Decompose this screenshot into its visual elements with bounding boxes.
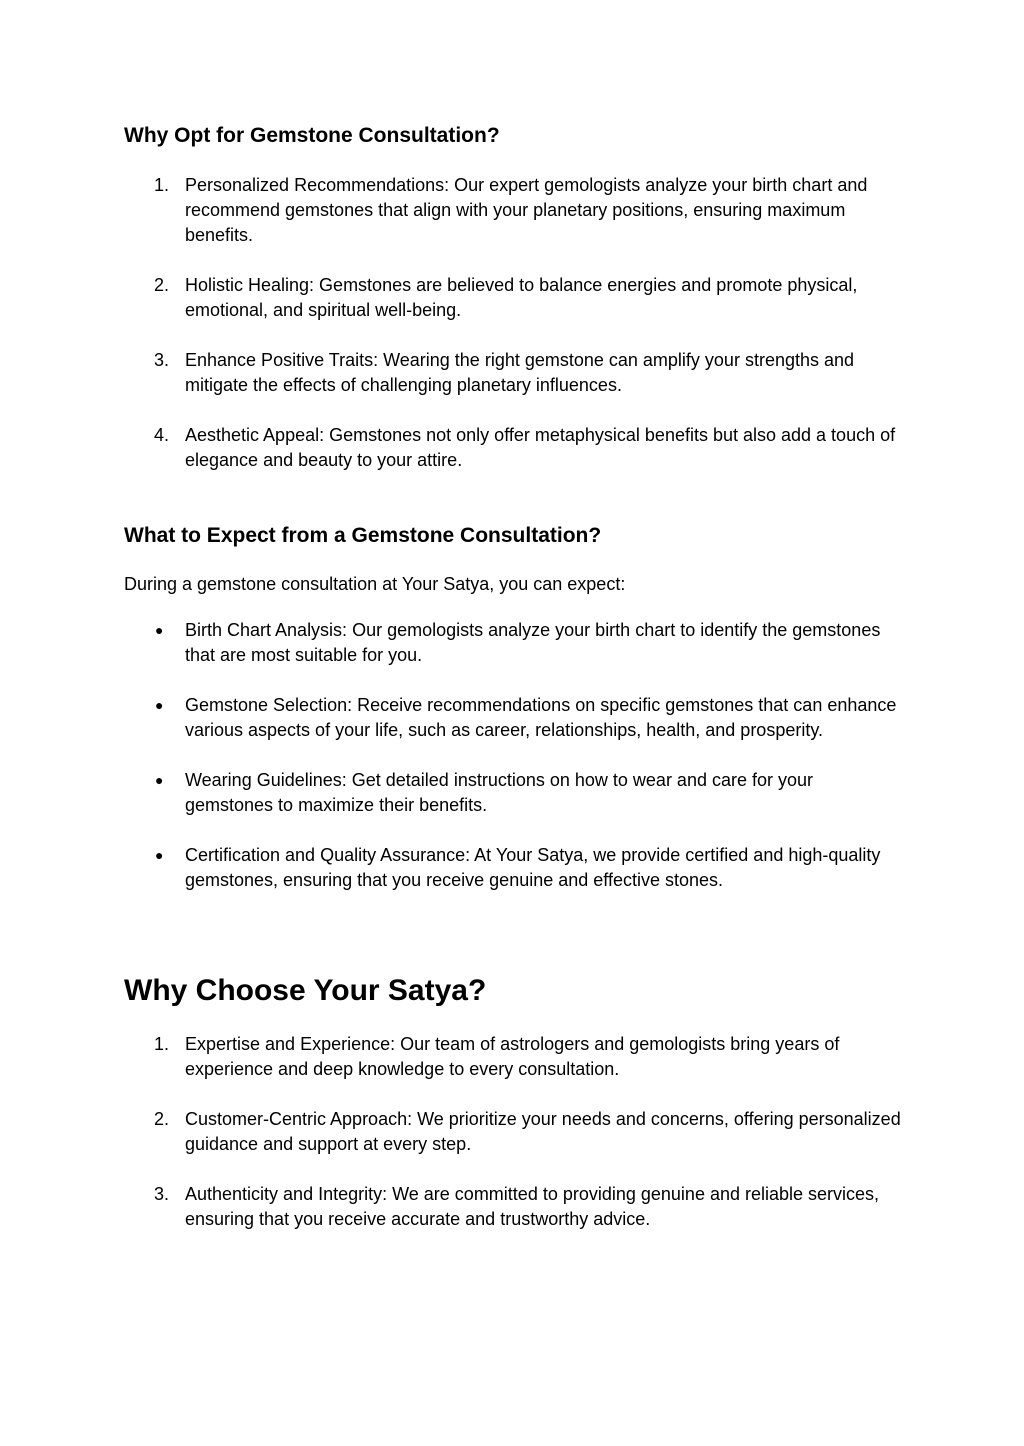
list-item-text: Authenticity and Integrity: We are committed to providing genuine and reliable services, ensuring that you receive accurate and trustworthy advice.: [185, 1184, 880, 1229]
list-item: [124, 693, 904, 743]
section-heading-what-to-expect: What to Expect from a Gemstone Consultation?: [124, 524, 602, 547]
list-item-text: Expertise and Experience: Our team of astrologers and gemologists bring years of experience and deep knowledge to every consultation.: [185, 1034, 840, 1079]
list-number: 1.: [154, 1034, 170, 1054]
list-item: [124, 348, 904, 398]
bullet-icon: ●: [155, 847, 164, 863]
list-number: 4.: [154, 425, 170, 445]
list-item-text: Holistic Healing: Gemstones are believed to balance energies and promote physical, emotional, and spiritual well-being.: [185, 275, 858, 320]
list-number: 1.: [154, 175, 170, 195]
list-item: [124, 173, 904, 248]
section-heading-why-opt: Why Opt for Gemstone Consultation?: [124, 124, 500, 147]
list-item-text: Gemstone Selection: Receive recommendations on specific gemstones that can enhance various aspects of your life, such as career, relationships, health, and prosperity.: [185, 695, 897, 740]
bullet-icon: ●: [155, 697, 164, 713]
list-item-text: Enhance Positive Traits: Wearing the right gemstone can amplify your strengths and mitigate the effects of challenging planetary influences.: [185, 350, 855, 395]
list-item-text: Personalized Recommendations: Our expert gemologists analyze your birth chart and recommend gemstones that align with your planetary positions, ensuring maximum benefits.: [185, 175, 868, 245]
list-item-text: Aesthetic Appeal: Gemstones not only offer metaphysical benefits but also add a touch of elegance and beauty to your attire.: [185, 425, 896, 470]
numbered-list-benefits: [124, 173, 904, 498]
bullet-icon: ●: [155, 622, 164, 638]
list-item-text: Customer-Centric Approach: We prioritize your needs and concerns, offering personalized guidance and support at every step.: [185, 1109, 901, 1154]
list-number: 2.: [154, 275, 170, 295]
numbered-list-reasons: [124, 1032, 904, 1257]
list-number: 3.: [154, 350, 170, 370]
list-number: 3.: [154, 1184, 170, 1204]
list-item: [124, 1107, 904, 1157]
list-item: [124, 618, 904, 668]
list-item: [124, 273, 904, 323]
list-number: 2.: [154, 1109, 170, 1129]
bullet-list-expectations: [124, 618, 904, 918]
list-item-text: Birth Chart Analysis: Our gemologists analyze your birth chart to identify the gemstones that are most suitable for you.: [185, 620, 881, 665]
list-item: [124, 1182, 904, 1232]
list-item: [124, 843, 904, 893]
list-item: [124, 768, 904, 818]
list-item: [124, 423, 904, 473]
list-item: [124, 1032, 904, 1082]
section-heading-why-choose: Why Choose Your Satya?: [124, 974, 487, 1007]
intro-paragraph: During a gemstone consultation at Your Satya, you can expect:: [124, 574, 626, 594]
list-item-text: Certification and Quality Assurance: At Your Satya, we provide certified and high-quality gemstones, ensuring that you receive genuine and effective stones.: [185, 845, 881, 890]
bullet-icon: ●: [155, 772, 164, 788]
list-item-text: Wearing Guidelines: Get detailed instructions on how to wear and care for your gemstones to maximize their benefits.: [185, 770, 814, 815]
